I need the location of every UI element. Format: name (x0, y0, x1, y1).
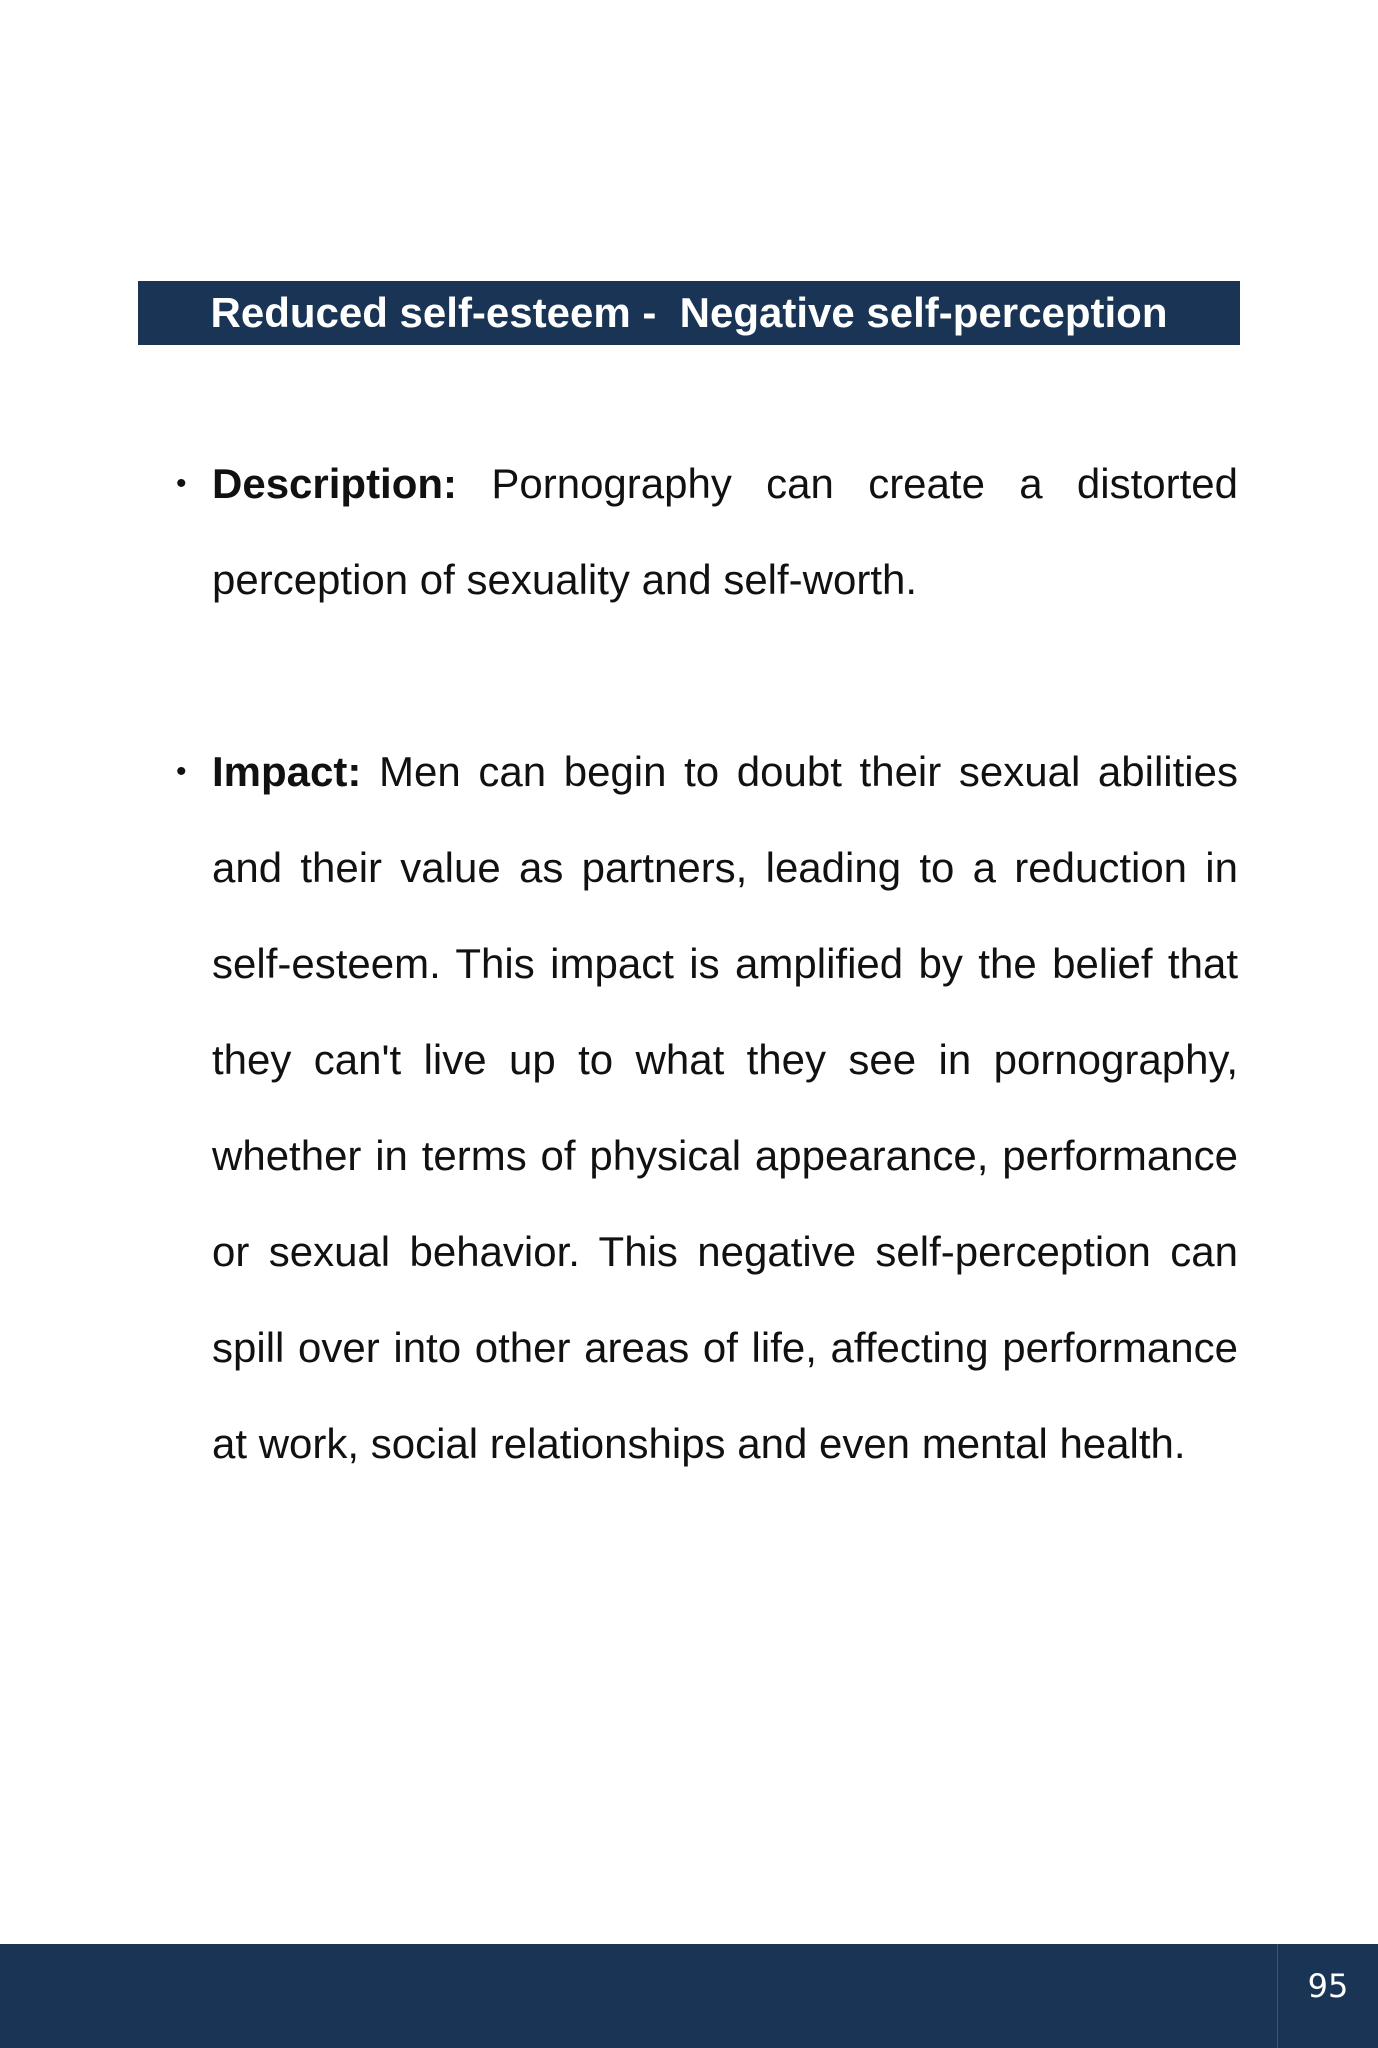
impact-bullet (176, 724, 1238, 1492)
footer-bar (0, 1944, 1378, 2048)
bullet-text: Pornography can create a distorted perception of sexuality and self-worth. (212, 460, 1238, 603)
bullet-dot-icon: • (176, 467, 187, 500)
bullet-list (176, 436, 1238, 1492)
description-bullet (176, 436, 1238, 628)
bullet-term: Impact: (212, 748, 362, 795)
bullet-dot-icon: • (176, 755, 187, 788)
bullet-term: Description: (212, 460, 458, 507)
bullet-text: Men can begin to doubt their sexual abilities and their value as partners, leading to a reduction in self-esteem. This impact is amplified by the belief that they can't live up to what they see in pornography, whether in terms of physical appearance, performance or sexual behavior. This negative self-perception can spill over into other areas of life, affecting performance at work, social relationships and even mental health. (212, 748, 1238, 1467)
page-number: 95 (1277, 1944, 1378, 2048)
section-title-banner: Reduced self-esteem - Negative self-perception (138, 281, 1240, 345)
